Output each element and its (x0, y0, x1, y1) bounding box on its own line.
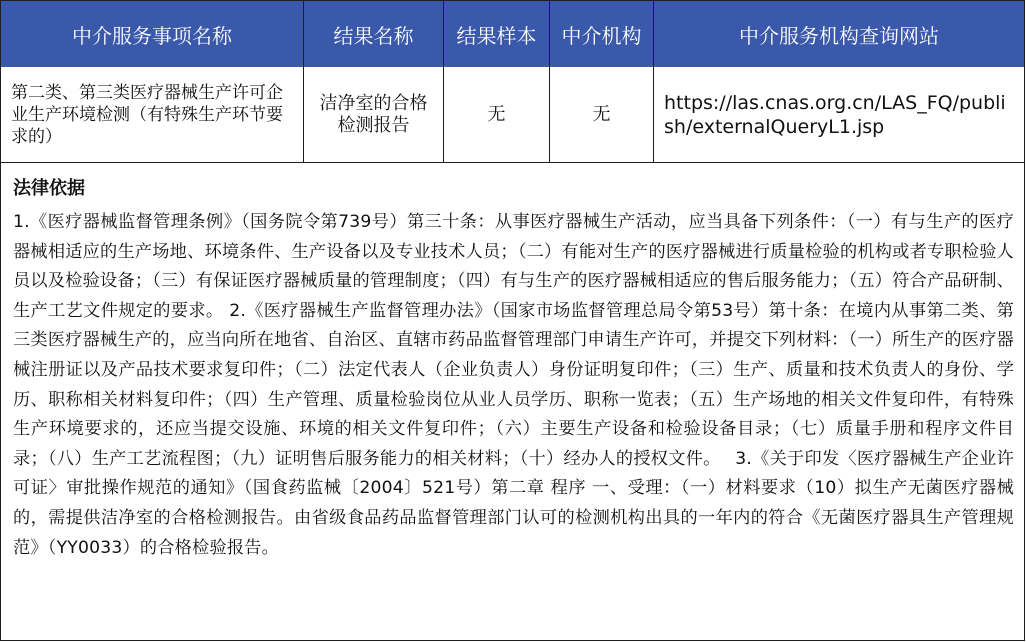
header-query-site: 中介服务机构查询网站 (739, 23, 939, 48)
header-result-sample: 结果样本 (444, 1, 550, 67)
header-agency: 中介机构 (550, 1, 654, 67)
result-name-cell: 洁净室的合格检测报告 (304, 67, 444, 162)
result-sample-cell: 无 (444, 67, 550, 162)
header-service-name: 中介服务事项名称 (1, 1, 304, 67)
header-result-name: 结果名称 (304, 1, 444, 67)
table-row (0, 67, 1025, 163)
service-name-cell: 第二类、第三类医疗器械生产许可企业生产环境检测（有特殊生产环节要求的） (1, 67, 304, 162)
legal-basis-text: 1.《医疗器械监督管理条例》（国务院令第739号）第三十条：从事医疗器械生产活动，应当具备下列条件：（一）有与生产的医疗器械相适应的生产场地、环境条件、生产设备以及专业技术人员；（二）有能对生产的医疗器械进行质量检验的机构或者专职检验人员以及检验设备；（三）有保证医疗器械质量的管理制度；（四）有与生产的医疗器械相适应的售后服务能力；（五）符合产品研制、生产工艺文件规定的要求。 2.《医疗器械生产监督管理办法》（国家市场监督管理总局令第53号）第十条：在境内从事第二类、第三类医疗器械生产的，应当向所在地省、自治区、直辖市药品监督管理部门申请生产许可，并提交下列材料：（一）所生产的医疗器械注册证以及产品技术要求复印件；（二）法定代表人（企业负责人）身份证明复印件；（三）生产、质量和技术负责人的身份、学历、职称相关材料复印件；（四）生产管理、质量检验岗位从业人员学历、职称一览表；（五）生产场地的相关文件复印件，有特殊生产环境要求的，还应当提交设施、环境的相关文件复印件；（六）主要生产设备和检验设备目录；（七）质量手册和程序文件目录；（八）生产工艺流程图；（九）证明售后服务能力的相关材料；（十）经办人的授权文件。 3.《关于印发〈医疗器械生产企业许可证〉审批操作规范的通知》（国食药监械〔2004〕521号）第二章 程序 一、受理：（一）材料要求（10）拟生产无菌医疗器械的，需提供洁净室的合格检测报告。由省级食品药品监督管理部门认可的检测机构出具的一年内的符合《无菌医疗器具生产管理规范》（YY0033）的合格检验报告。 (13, 212, 1014, 558)
legal-basis-section (0, 162, 1025, 641)
query-site-link[interactable]: https://las.cnas.org.cn/LAS_FQ/publish/externalQueryL1.jsp (664, 91, 1006, 138)
table-header-row (0, 0, 1025, 68)
legal-basis-title: 法律依据 (13, 178, 85, 199)
agency-cell: 无 (550, 67, 654, 162)
